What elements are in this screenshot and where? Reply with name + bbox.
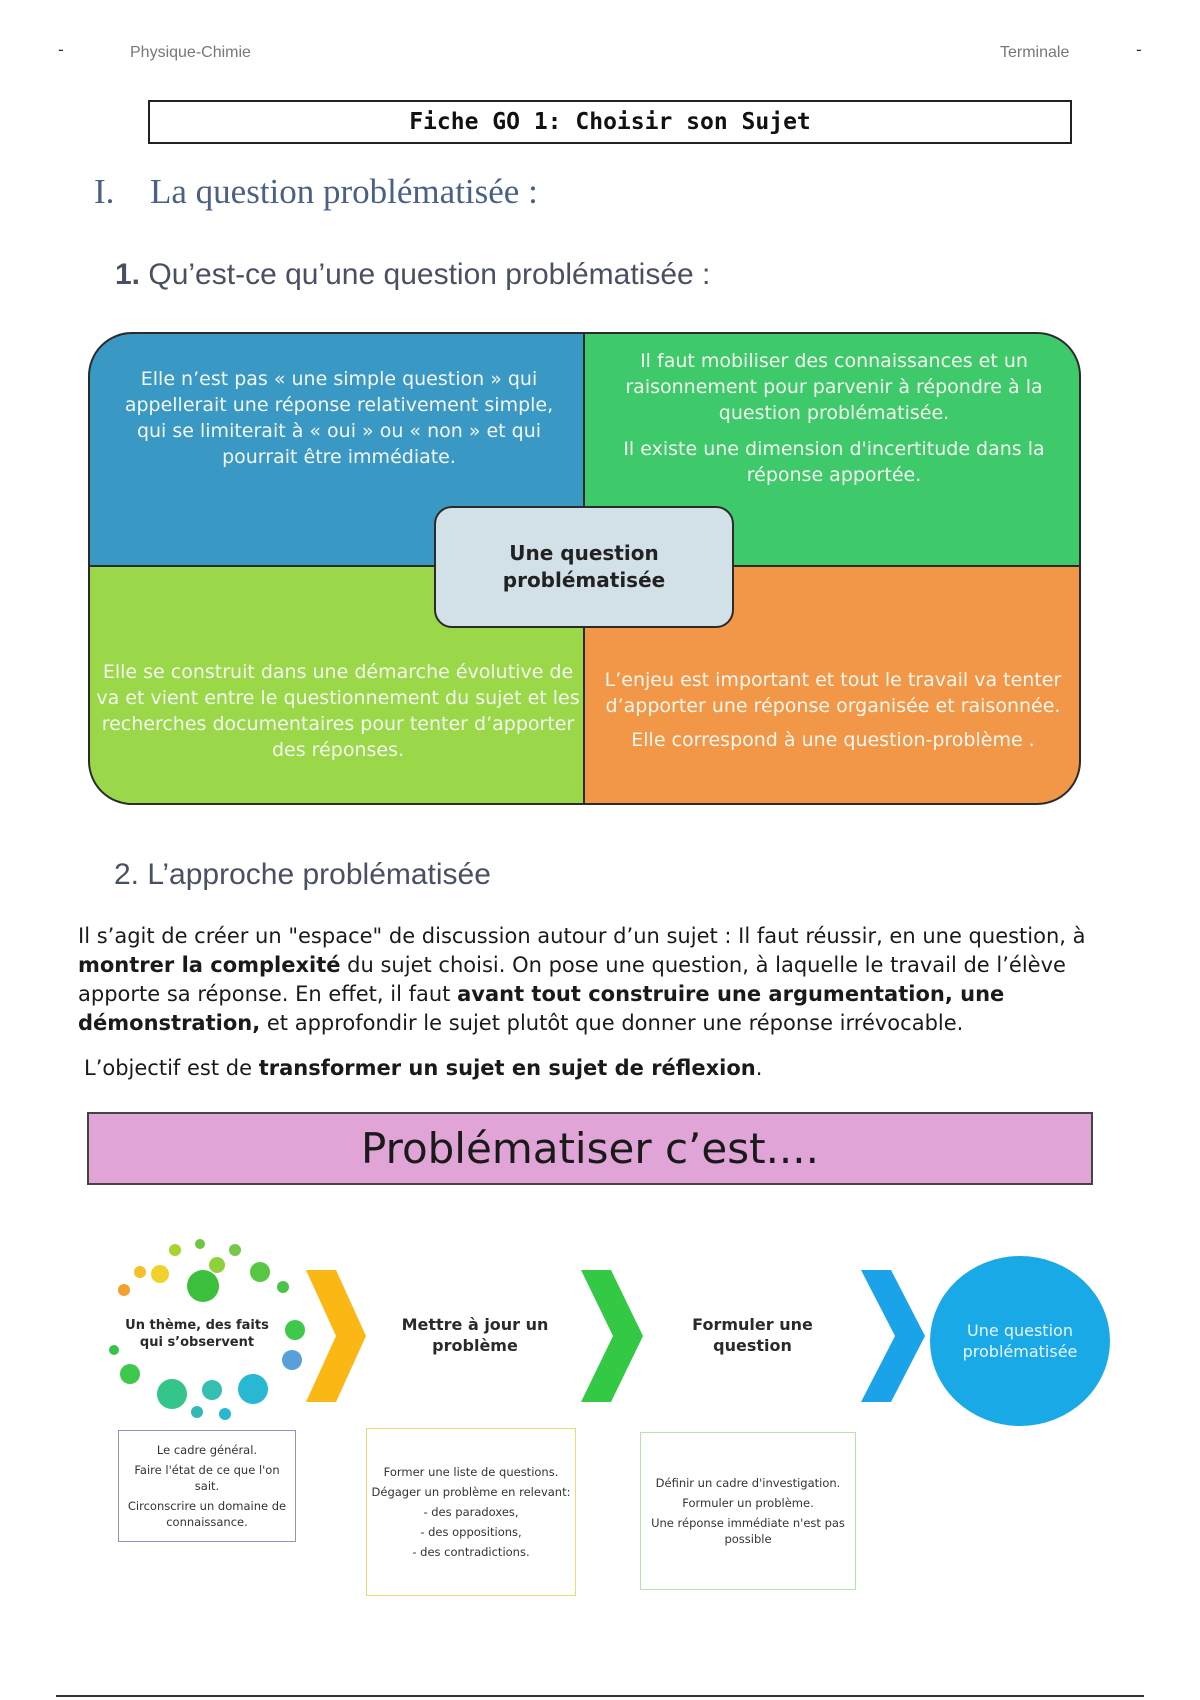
- objective-bold: transformer un sujet en sujet de réflexion: [258, 1056, 756, 1080]
- step-3-label: Formuler une question: [692, 1315, 813, 1355]
- subsection-title: Qu’est-ce qu’une question problématisée :: [148, 258, 711, 291]
- chevron-green: [581, 1270, 643, 1402]
- info-box-3-line: Formuler un problème.: [682, 1496, 814, 1510]
- section-number: I.: [94, 172, 115, 211]
- chevron-yellow: [306, 1270, 366, 1402]
- quadrant-bottom-left-text: Elle se construit dans une démarche évolutive de va et vient entre le questionnement du sujet et les recherches documentaires pour tenter d’apporter des réponses.: [96, 661, 580, 761]
- step-2-label: Mettre à jour un problème: [401, 1315, 549, 1355]
- info-box-1-line: Circonscrire un domaine de connaissance.: [127, 1499, 287, 1529]
- quadrant-top-right-text-1: Il faut mobiliser des connaissances et un raisonnement pour parvenir à répondre à la question problématisée.: [625, 350, 1043, 424]
- objective-text-2: .: [755, 1056, 763, 1080]
- section-heading: [94, 172, 538, 212]
- quadrant-top-right-text-2: Il existe une dimension d'incertitude dans la réponse apportée.: [623, 438, 1045, 486]
- header-dash-left: -: [58, 40, 64, 59]
- para-text-1: Il s’agit de créer un "espace" de discussion autour d’un sujet : Il faut réussir, en une question, à: [78, 924, 1086, 948]
- info-box-3: [640, 1432, 856, 1590]
- section-title: La question problématisée :: [150, 172, 538, 211]
- final-label: Une question problématisée: [962, 1321, 1078, 1361]
- info-box-2-line: - des oppositions,: [420, 1525, 522, 1539]
- info-box-1: [118, 1430, 296, 1542]
- info-box-2-line: Dégager un problème en relevant:: [371, 1485, 571, 1499]
- final-circle: [930, 1256, 1110, 1426]
- info-box-2-line: Former une liste de questions.: [383, 1465, 559, 1479]
- subsection-heading-2: 2. L’approche problématisée: [114, 858, 491, 891]
- objective-text-1: L’objectif est de: [84, 1056, 259, 1080]
- footer-rule: [56, 1695, 1144, 1697]
- subsection-heading-1: [115, 258, 710, 292]
- approach-paragraph: [78, 922, 1138, 1038]
- header-subject: Physique-Chimie: [130, 44, 251, 61]
- info-box-1-line: Faire l'état de ce que l'on sait.: [134, 1463, 280, 1493]
- chevron-blue: [861, 1270, 925, 1402]
- para-text-2: du sujet choisi. On pose une question, à laquelle le travail de l’élève apporte sa réponse. En effet, il faut: [78, 953, 1066, 1006]
- para-text-3: et approfondir le sujet plutôt que donner une réponse irrévocable.: [260, 1011, 964, 1035]
- info-box-2: [366, 1428, 576, 1596]
- banner-title: Problématiser c’est....: [87, 1112, 1093, 1185]
- info-box-1-line: Le cadre général.: [156, 1443, 258, 1457]
- info-box-3-line: Une réponse immédiate n'est pas possible: [651, 1516, 845, 1546]
- step-1-label: Un thème, des faits qui s’observent: [125, 1318, 269, 1350]
- info-box-2-line: - des paradoxes,: [423, 1505, 519, 1519]
- subsection-number: 1.: [115, 258, 141, 291]
- quadrant-top-left-text: Elle n’est pas « une simple question » qui appellerait une réponse relativement simple, qui se limiterait à « oui » ou « non » et qui pourrait être immédiate.: [124, 368, 554, 468]
- quadrant-bottom-right-text-1: L’enjeu est important et tout le travail va tenter d’apporter une réponse organisée et raisonnée.: [604, 669, 1062, 717]
- center-label-text: Une question problématisée: [502, 541, 666, 592]
- quadrant-bottom-right-text-2: Elle correspond à une question-problème .: [631, 729, 1035, 751]
- page-title: Fiche GO 1: Choisir son Sujet: [148, 100, 1072, 144]
- info-box-2-line: - des contradictions.: [412, 1545, 530, 1559]
- center-label: [434, 506, 734, 628]
- objective-line: [84, 1056, 762, 1080]
- header-dash-right: -: [1136, 40, 1142, 59]
- header-level: Terminale: [1000, 44, 1070, 61]
- para-bold-1: montrer la complexité: [78, 953, 341, 977]
- para-bold-2: avant tout construire une argumentation, une démonstration,: [78, 982, 1005, 1035]
- info-box-3-line: Définir un cadre d'investigation.: [655, 1476, 841, 1490]
